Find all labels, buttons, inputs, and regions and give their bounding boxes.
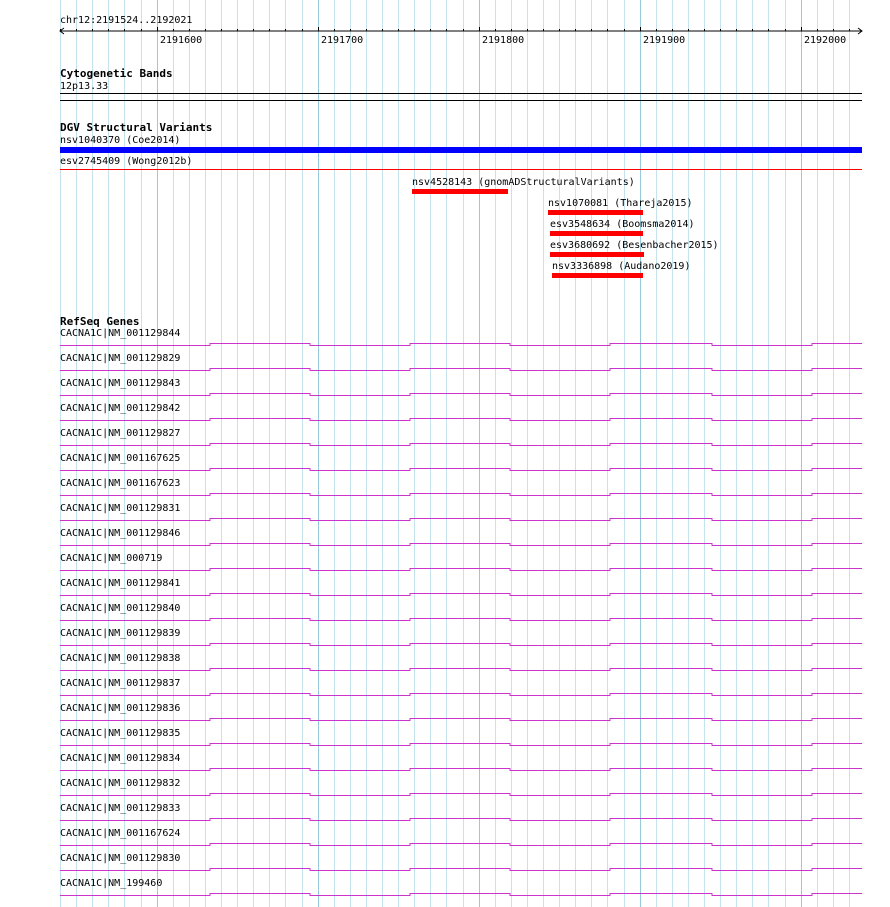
ruler-tick-label: 2191600: [160, 35, 203, 46]
gene-label[interactable]: CACNA1C|NM_001129838: [60, 653, 181, 664]
variant-bar[interactable]: [550, 252, 644, 257]
gene-feature[interactable]: [0, 337, 890, 349]
gene-feature[interactable]: [0, 437, 890, 449]
ruler-tick-label: 2191900: [643, 35, 686, 46]
cytoband-bar-bottom: [60, 100, 862, 101]
variant-label[interactable]: nsv1070081 (Thareja2015): [548, 198, 693, 209]
gene-feature[interactable]: [0, 662, 890, 674]
gene-label[interactable]: CACNA1C|NM_001129832: [60, 778, 181, 789]
gene-feature[interactable]: [0, 412, 890, 424]
gene-label[interactable]: CACNA1C|NM_001129846: [60, 528, 181, 539]
variant-label[interactable]: nsv1040370 (Coe2014): [60, 135, 181, 146]
gene-label[interactable]: CACNA1C|NM_000719: [60, 553, 163, 564]
gene-label[interactable]: CACNA1C|NM_001167623: [60, 478, 181, 489]
gene-label[interactable]: CACNA1C|NM_001129843: [60, 378, 181, 389]
ruler-tick-label: 2191700: [321, 35, 364, 46]
refseq-track-title: RefSeq Genes: [60, 315, 140, 328]
gene-feature[interactable]: [0, 687, 890, 699]
gene-feature[interactable]: [0, 537, 890, 549]
variant-bar[interactable]: [412, 189, 508, 194]
gene-label[interactable]: CACNA1C|NM_001129837: [60, 678, 181, 689]
gene-feature[interactable]: [0, 887, 890, 899]
variant-bar[interactable]: [548, 210, 643, 215]
gene-label[interactable]: CACNA1C|NM_001129829: [60, 353, 181, 364]
gene-feature[interactable]: [0, 712, 890, 724]
cytoband-label[interactable]: 12p13.33: [60, 81, 109, 92]
gene-label[interactable]: CACNA1C|NM_199460: [60, 878, 163, 889]
cytoband-track-title: Cytogenetic Bands: [60, 67, 173, 80]
dgv-track-title: DGV Structural Variants: [60, 121, 213, 134]
gene-label[interactable]: CACNA1C|NM_001129830: [60, 853, 181, 864]
variant-bar[interactable]: [550, 231, 643, 236]
gene-label[interactable]: CACNA1C|NM_001129827: [60, 428, 181, 439]
ruler-location: chr12:2191524..2192021: [60, 15, 193, 26]
variant-bar[interactable]: [60, 169, 862, 170]
gene-feature[interactable]: [0, 862, 890, 874]
gene-feature[interactable]: [0, 562, 890, 574]
gene-feature[interactable]: [0, 512, 890, 524]
gene-label[interactable]: CACNA1C|NM_001129833: [60, 803, 181, 814]
variant-label[interactable]: esv3680692 (Besenbacher2015): [550, 240, 719, 251]
gene-feature[interactable]: [0, 387, 890, 399]
ruler-tick-label: 2192000: [804, 35, 847, 46]
gene-label[interactable]: CACNA1C|NM_001129835: [60, 728, 181, 739]
gene-label[interactable]: CACNA1C|NM_001129844: [60, 328, 181, 339]
gene-label[interactable]: CACNA1C|NM_001129831: [60, 503, 181, 514]
gene-label[interactable]: CACNA1C|NM_001129842: [60, 403, 181, 414]
gene-feature[interactable]: [0, 462, 890, 474]
gene-label[interactable]: CACNA1C|NM_001167624: [60, 828, 181, 839]
gene-feature[interactable]: [0, 487, 890, 499]
gene-feature[interactable]: [0, 587, 890, 599]
variant-bar[interactable]: [552, 273, 643, 278]
variant-label[interactable]: nsv3336898 (Audano2019): [552, 261, 691, 272]
gene-feature[interactable]: [0, 812, 890, 824]
gene-label[interactable]: CACNA1C|NM_001167625: [60, 453, 181, 464]
gene-label[interactable]: CACNA1C|NM_001129840: [60, 603, 181, 614]
gene-label[interactable]: CACNA1C|NM_001129841: [60, 578, 181, 589]
gene-feature[interactable]: [0, 762, 890, 774]
variant-label[interactable]: esv2745409 (Wong2012b): [60, 156, 193, 167]
cytoband-bar-top: [60, 93, 862, 94]
variant-bar[interactable]: [60, 147, 862, 153]
gene-label[interactable]: CACNA1C|NM_001129834: [60, 753, 181, 764]
gene-feature[interactable]: [0, 837, 890, 849]
gene-label[interactable]: CACNA1C|NM_001129836: [60, 703, 181, 714]
gene-feature[interactable]: [0, 637, 890, 649]
ruler-tick-label: 2191800: [482, 35, 525, 46]
gene-feature[interactable]: [0, 362, 890, 374]
gene-feature[interactable]: [0, 612, 890, 624]
gene-feature[interactable]: [0, 787, 890, 799]
gene-feature[interactable]: [0, 737, 890, 749]
gene-label[interactable]: CACNA1C|NM_001129839: [60, 628, 181, 639]
variant-label[interactable]: nsv4528143 (gnomADStructuralVariants): [412, 177, 635, 188]
variant-label[interactable]: esv3548634 (Boomsma2014): [550, 219, 695, 230]
